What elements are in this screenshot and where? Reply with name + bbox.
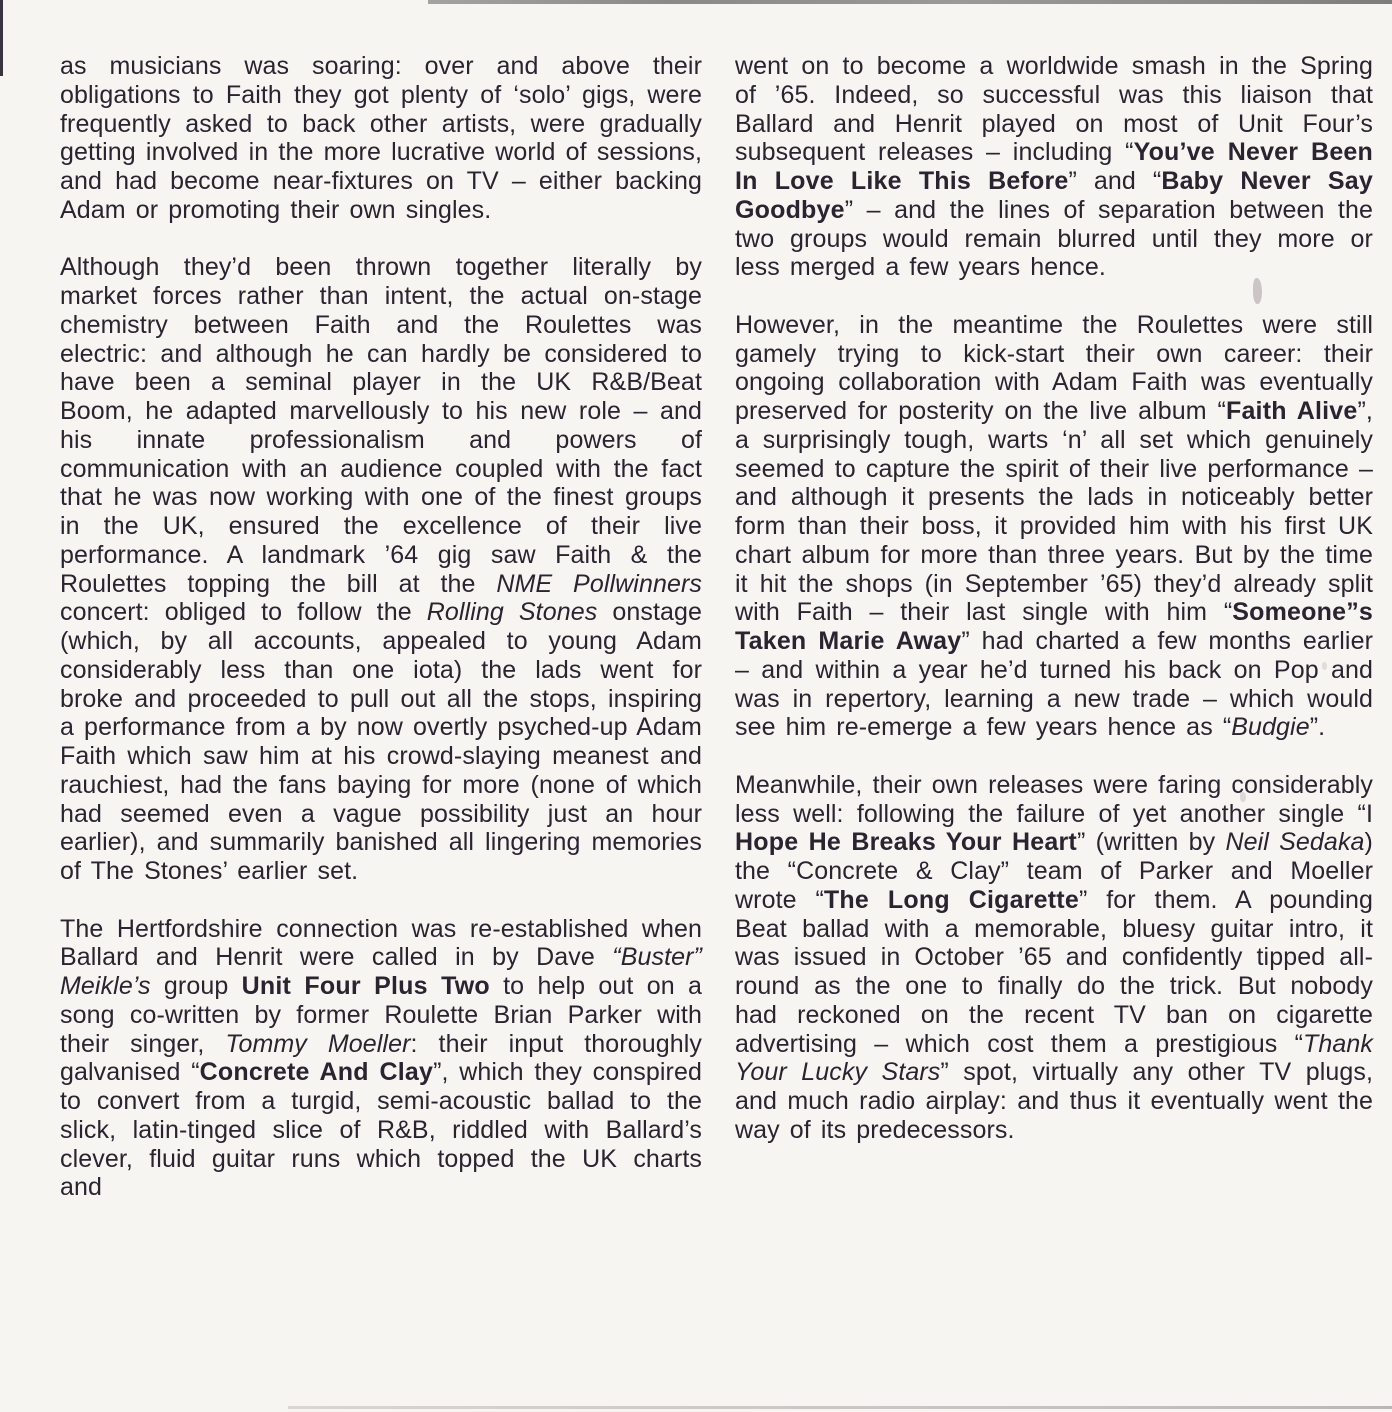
text-run: concert: obliged to follow the xyxy=(60,598,427,627)
text-run: ” – and the lines of separation between the two groups would remain blurred until they more or less merged a few years hence. xyxy=(735,195,1373,282)
scan-edge-bottom-bar xyxy=(288,1406,1392,1409)
scan-edge-top-bar xyxy=(428,0,1392,4)
text-run: Baby Never Say Goodbye xyxy=(735,167,1373,224)
text-run: Thank Your Lucky Stars xyxy=(735,1029,1373,1087)
text-run: onstage (which, by all accounts, appealed to young Adam considerably less than one iota) the lads went for broke and proceeded to pull out all the stops, inspiring a performance from a by now overtly psyched-up Adam Faith which saw him at his crowd-slaying meanest and rauchiest, had the fans baying for more (none of which had seemed even a vague possibility just an hour earlier), and summarily banished all lingering memories of The Stones’ earlier set. xyxy=(60,598,703,885)
text-column-left xyxy=(60,52,702,1231)
text-run: ”, a surprisingly tough, warts ‘n’ all set which genuinely seemed to capture the spirit of their live performance – and although it presents the lads in noticeably better form than their boss, it provided him with his first UK chart album for more than three years. But by the time it hit the shops (in September ’65) they’d already split with Faith – their last single with him “ xyxy=(735,397,1373,627)
text-run: However, in the meantime the Roulettes were still gamely trying to kick-start their own career: their ongoing collaboration with Adam Faith was eventually preserved for posterity on the live album “ xyxy=(735,310,1373,425)
text-run: ” spot, virtually any other TV plugs, and much radio airplay: and thus it eventually went the way of its predecessors. xyxy=(735,1058,1374,1144)
text-run: Although they’d been thrown together literally by market forces rather than intent, the actual on-stage chemistry between Faith and the Roulettes was electric: and although he can hardly be considered to have been a seminal player in the UK R&B/Beat Boom, he adapted marvellously to his new role – and his innate professionalism and powers of communication with an audience coupled with the fact that he was now working with one of the finest groups in the UK, ensured the excellence of their live performance. A landmark ’64 gig saw Faith & the Roulettes topping the bill at the xyxy=(60,253,702,598)
text-run: Concrete And Clay xyxy=(199,1058,434,1087)
text-run: Tommy Moeller xyxy=(225,1029,411,1058)
text-run: : their input thoroughly galvanised “ xyxy=(60,1029,702,1087)
text-run: Unit Four Plus Two xyxy=(241,972,490,1000)
text-run: to help out on a song co-written by former Roulette Brian Parker with their singer, xyxy=(60,972,702,1058)
text-run: ” for them. A pounding Beat ballad with a memorable, bluesy guitar intro, it was issued in October ’65 and confidently tipped all-round as the one to finally do the trick. But nobody had reckoned on the recent TV ban on cigarette advertising – which cost them a prestigious “ xyxy=(735,885,1373,1058)
text-run: group xyxy=(150,972,242,1000)
text-run: ”. xyxy=(1309,713,1326,742)
paragraph xyxy=(60,915,702,1203)
paragraph xyxy=(60,253,702,886)
text-run: Rolling Stones xyxy=(426,598,598,627)
text-column-right xyxy=(735,52,1373,1173)
scan-edge-left-mark xyxy=(0,0,3,76)
text-run: as musicians was soaring: over and above their obligations to Faith they got plenty of ‘solo’ gigs, were frequently asked to back other artists, were gradually getting involved in the more lucrative world of sessions, and had become near-fixtures on TV – either backing Adam or promoting their own singles. xyxy=(60,52,702,224)
paragraph xyxy=(735,52,1373,282)
paragraph xyxy=(735,311,1373,742)
text-run: NME Pollwinners xyxy=(496,569,702,598)
text-run: ”, which they conspired to convert from a turgid, semi-acoustic ballad to the slick, latin-tinged slice of R&B, riddled with Ballard’s clever, fluid guitar runs which topped the UK charts and xyxy=(60,1058,702,1202)
text-run: went on to become a worldwide smash in the Spring of ’65. Indeed, so successful was this liaison that Ballard and Henrit played on most of Unit Four’s subsequent releases – including “ xyxy=(735,52,1373,167)
text-run: You’ve Never Been In Love Like This Before xyxy=(735,138,1373,195)
text-run: ” (written by xyxy=(1076,828,1226,857)
text-run: The Hertfordshire connection was re-established when Ballard and Henrit were called in by Dave xyxy=(60,914,702,972)
text-run: ” and “ xyxy=(1068,167,1162,195)
text-run: Budgie xyxy=(1231,713,1310,742)
text-run: Meanwhile, their own releases were faring considerably less well: following the failure of yet another single “I xyxy=(735,770,1373,828)
paragraph xyxy=(735,771,1373,1145)
text-run: “Buster” Meikle’s xyxy=(60,943,702,1000)
paragraph xyxy=(60,52,702,225)
text-run: ) the “Concrete & Clay” team of Parker and Moeller wrote “ xyxy=(735,828,1373,914)
text-run: Faith Alive xyxy=(1225,397,1358,425)
text-run: The Long Cigarette xyxy=(823,885,1079,914)
text-run: Neil Sedaka xyxy=(1225,828,1365,857)
text-run: ” had charted a few months earlier – and within a year he’d turned his back on Pop and was in repertory, learning a new trade – which would see him re-emerge a few years hence as “ xyxy=(735,627,1373,742)
text-run: Hope He Breaks Your Heart xyxy=(735,828,1077,857)
text-run: Someone”s Taken Marie Away xyxy=(735,598,1373,655)
